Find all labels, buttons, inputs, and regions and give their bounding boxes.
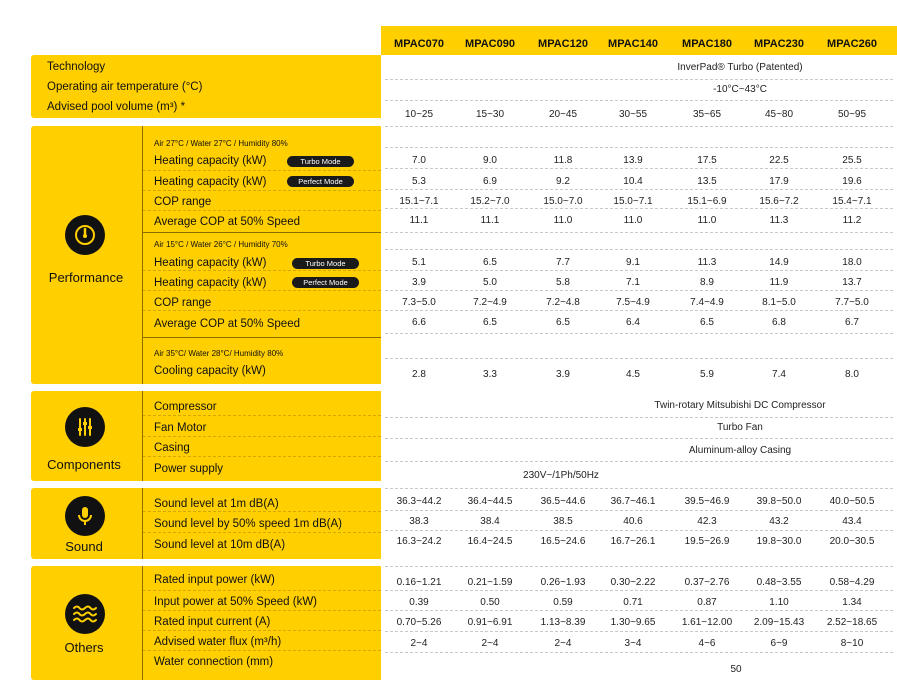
sliders-icon (65, 407, 105, 447)
water-flux-value: 6~9 (770, 638, 788, 649)
cop-range-2-value: 7.4~4.9 (690, 297, 724, 308)
heating-turbo-2-value: 6.5 (483, 257, 497, 268)
cooling-capacity-value: 5.9 (700, 369, 714, 380)
divider (143, 590, 381, 591)
divider (385, 126, 893, 127)
compressor-value: Twin-rotary Mitsubishi DC Compressor (654, 400, 826, 411)
separator (142, 566, 143, 680)
rated-power-value: 0.16~1.21 (396, 577, 442, 588)
divider (143, 270, 381, 271)
cop-label: COP range (154, 196, 212, 208)
divider (385, 530, 893, 531)
avg-cop-label-2: Average COP at 50% Speed (154, 318, 300, 330)
avg-cop-value: 11.1 (480, 215, 500, 226)
heating-turbo-2-value: 14.9 (769, 257, 789, 268)
model-header-mpac140: MPAC140 (608, 38, 658, 50)
heating-perfect-value: 13.5 (697, 176, 717, 187)
sound-10m-value: 16.3~24.2 (396, 536, 442, 547)
rated-power-value: 0.58~4.29 (829, 577, 875, 588)
divider (385, 310, 893, 311)
separator (143, 232, 381, 233)
heating-turbo-value: 9.0 (483, 155, 497, 166)
rated-power-value: 0.37~2.76 (684, 577, 730, 588)
divider (143, 210, 381, 211)
power-50-label: Input power at 50% Speed (kW) (154, 596, 317, 608)
sound-50-value: 38.5 (553, 516, 573, 527)
heating-perfect-label-2: Heating capacity (kW) (154, 277, 267, 289)
rated-current-label: Rated input current (A) (154, 616, 271, 628)
avg-cop-2-value: 6.8 (772, 317, 786, 328)
heating-perfect-value: 10.4 (623, 176, 643, 187)
turbo-mode-badge-2: Turbo Mode (292, 258, 359, 269)
cop-range-value: 15.4~7.1 (832, 196, 872, 207)
divider (143, 415, 381, 416)
condition-3: Air 35°C/ Water 28°C/ Humidity 80% (154, 349, 284, 358)
rated-current-value: 0.91~6.91 (467, 617, 513, 628)
divider (143, 630, 381, 631)
model-header-mpac070: MPAC070 (394, 38, 444, 50)
heating-perfect-2-value: 5.8 (556, 277, 570, 288)
sound-10m-label: Sound level at 10m dB(A) (154, 539, 286, 551)
water-flux-value: 3~4 (624, 638, 642, 649)
rated-power-value: 0.21~1.59 (467, 577, 513, 588)
cooling-capacity-value: 4.5 (626, 369, 640, 380)
rated-current-value: 2.09~15.43 (753, 617, 805, 628)
sound-10m-value: 19.8~30.0 (756, 536, 802, 547)
op-temp-value: -10°C~43°C (713, 84, 767, 95)
sound-50-value: 43.2 (769, 516, 789, 527)
rated-current-value: 1.30~9.65 (610, 617, 656, 628)
sound-10m-value: 20.0~30.5 (829, 536, 875, 547)
cop-range-value: 15.0~7.1 (613, 196, 653, 207)
pool-volume-value: 10~25 (404, 109, 434, 120)
fan-value: Turbo Fan (717, 422, 763, 433)
sound-50-value: 38.3 (409, 516, 429, 527)
cooling-capacity-value: 3.9 (556, 369, 570, 380)
pool-volume-value: 45~80 (764, 109, 794, 120)
rated-current-value: 2.52~18.65 (826, 617, 878, 628)
avg-cop-2-value: 6.6 (412, 317, 426, 328)
heating-perfect-value: 17.9 (769, 176, 789, 187)
rated-power-label: Rated input power (kW) (154, 574, 275, 586)
sound-1m-value: 40.0~50.5 (829, 496, 875, 507)
rated-power-value: 0.48~3.55 (756, 577, 802, 588)
model-header-mpac260: MPAC260 (827, 38, 877, 50)
sound-1m-value: 36.7~46.1 (610, 496, 656, 507)
water-flux-value: 2~4 (410, 638, 428, 649)
divider (143, 610, 381, 611)
heating-turbo-label: Heating capacity (kW) (154, 155, 267, 167)
water-flux-value: 4~6 (698, 638, 716, 649)
cooling-capacity-value: 8.0 (845, 369, 859, 380)
cop-range-value: 15.0~7.0 (543, 196, 583, 207)
heating-turbo-value: 25.5 (842, 155, 862, 166)
op-temp-label: Operating air temperature (°C) (47, 81, 203, 93)
divider (385, 461, 893, 462)
divider (385, 566, 893, 567)
divider (385, 631, 893, 632)
condition-1: Air 27°C / Water 27°C / Humidity 80% (154, 139, 288, 148)
heating-turbo-label-2: Heating capacity (kW) (154, 257, 267, 269)
sound-1m-value: 36.5~44.6 (540, 496, 586, 507)
cop-range-2-value: 7.7~5.0 (835, 297, 869, 308)
components-title: Components (47, 457, 121, 472)
water-flux-value: 2~4 (554, 638, 572, 649)
divider (385, 208, 893, 209)
avg-cop-2-value: 6.5 (700, 317, 714, 328)
divider (385, 232, 893, 233)
avg-cop-value: 11.0 (623, 215, 643, 226)
condition-2: Air 15°C / Water 26°C / Humidity 70% (154, 240, 288, 249)
divider (385, 249, 893, 250)
pool-volume-value: 30~55 (618, 109, 648, 120)
avg-cop-value: 11.0 (553, 215, 573, 226)
water-conn-value: 50 (730, 664, 742, 675)
power-value: 230V~/1Ph/50Hz (523, 470, 599, 481)
sound-50-value: 42.3 (697, 516, 717, 527)
divider (143, 190, 381, 191)
divider (385, 610, 893, 611)
heating-turbo-value: 11.8 (553, 155, 573, 166)
divider (385, 270, 893, 271)
cop-label-2: COP range (154, 297, 212, 309)
heating-turbo-2-value: 11.3 (697, 257, 717, 268)
sound-50-value: 38.4 (480, 516, 500, 527)
avg-cop-value: 11.1 (409, 215, 429, 226)
heating-turbo-2-value: 9.1 (626, 257, 640, 268)
divider (385, 168, 893, 169)
cooling-label: Cooling capacity (kW) (154, 365, 266, 377)
water-conn-label: Water connection (mm) (154, 656, 274, 668)
cop-range-value: 15.1~6.9 (687, 196, 727, 207)
sound-1m-value: 39.5~46.9 (684, 496, 730, 507)
technology-label: Technology (47, 61, 106, 73)
separator (142, 488, 143, 559)
heating-perfect-2-value: 8.9 (700, 277, 714, 288)
divider (385, 333, 893, 334)
divider (385, 417, 893, 418)
water-flux-value: 8~10 (840, 638, 864, 649)
cooling-capacity-value: 3.3 (483, 369, 497, 380)
rated-current-value: 1.13~8.39 (540, 617, 586, 628)
cop-range-2-value: 7.5~4.9 (616, 297, 650, 308)
heating-perfect-value: 5.3 (412, 176, 426, 187)
sound-title: Sound (65, 539, 103, 554)
rated-power-value: 0.30~2.22 (610, 577, 656, 588)
divider (385, 290, 893, 291)
cop-range-2-value: 7.2~4.9 (473, 297, 507, 308)
divider (143, 532, 381, 533)
divider (385, 147, 893, 148)
divider (143, 436, 381, 437)
model-header-mpac230: MPAC230 (754, 38, 804, 50)
heating-perfect-2-value: 7.1 (626, 277, 640, 288)
pool-volume-value: 20~45 (548, 109, 578, 120)
technology-value: InverPad® Turbo (Patented) (677, 62, 803, 73)
divider (385, 79, 893, 80)
heating-perfect-2-value: 3.9 (412, 277, 426, 288)
divider (143, 310, 381, 311)
divider (143, 290, 381, 291)
divider (143, 511, 381, 512)
divider (385, 100, 893, 101)
sound-10m-value: 16.5~24.6 (540, 536, 586, 547)
pool-volume-value: 50~95 (837, 109, 867, 120)
divider (143, 456, 381, 457)
cop-range-value: 15.2~7.0 (470, 196, 510, 207)
avg-cop-2-value: 6.5 (556, 317, 570, 328)
sound-10m-value: 16.7~26.1 (610, 536, 656, 547)
water-flux-label: Advised water flux (m³/h) (154, 636, 282, 648)
pool-volume-value: 35~65 (692, 109, 722, 120)
model-header-mpac120: MPAC120 (538, 38, 588, 50)
heating-turbo-value: 13.9 (623, 155, 643, 166)
divider (385, 438, 893, 439)
sound-1m-value: 36.3~44.2 (396, 496, 442, 507)
sound-1m-value: 39.8~50.0 (756, 496, 802, 507)
heating-perfect-label: Heating capacity (kW) (154, 176, 267, 188)
avg-cop-2-value: 6.4 (626, 317, 640, 328)
casing-value: Aluminum-alloy Casing (688, 445, 792, 456)
power-50-value: 0.71 (623, 597, 643, 608)
separator (143, 337, 381, 338)
cop-range-2-value: 8.1~5.0 (762, 297, 796, 308)
performance-title: Performance (48, 270, 124, 285)
divider (385, 189, 893, 190)
divider (385, 488, 893, 489)
sound-10m-value: 16.4~24.5 (467, 536, 513, 547)
avg-cop-2-value: 6.5 (483, 317, 497, 328)
heating-turbo-2-value: 18.0 (842, 257, 862, 268)
divider (385, 510, 893, 511)
power-50-value: 1.10 (769, 597, 789, 608)
power-50-value: 1.34 (842, 597, 862, 608)
power-label: Power supply (154, 463, 224, 475)
heating-turbo-2-value: 7.7 (556, 257, 570, 268)
heating-turbo-2-value: 5.1 (412, 257, 426, 268)
perfect-mode-badge-2: Perfect Mode (292, 277, 359, 288)
rated-power-value: 0.26~1.93 (540, 577, 586, 588)
turbo-mode-badge: Turbo Mode (287, 156, 354, 167)
power-50-value: 0.87 (697, 597, 717, 608)
sound-50-label: Sound level by 50% speed 1m dB(A) (154, 518, 342, 530)
perfect-mode-badge: Perfect Mode (287, 176, 354, 187)
water-flux-value: 2~4 (481, 638, 499, 649)
sound-1m-label: Sound level at 1m dB(A) (154, 498, 279, 510)
power-50-value: 0.39 (409, 597, 429, 608)
pool-label: Advised pool volume (m³) * (47, 101, 186, 113)
power-50-value: 0.59 (553, 597, 573, 608)
others-title: Others (64, 640, 104, 655)
avg-cop-value: 11.2 (842, 215, 862, 226)
heating-perfect-2-value: 11.9 (769, 277, 789, 288)
pool-volume-value: 15~30 (475, 109, 505, 120)
cop-range-value: 15.6~7.2 (759, 196, 799, 207)
cooling-capacity-value: 7.4 (772, 369, 786, 380)
sound-1m-value: 36.4~44.5 (467, 496, 513, 507)
sound-10m-value: 19.5~26.9 (684, 536, 730, 547)
gauge-icon (65, 215, 105, 255)
heating-perfect-2-value: 5.0 (483, 277, 497, 288)
divider (143, 650, 381, 651)
power-50-value: 0.50 (480, 597, 500, 608)
casing-label: Casing (154, 442, 190, 454)
heating-turbo-value: 7.0 (412, 155, 426, 166)
avg-cop-label: Average COP at 50% Speed (154, 216, 300, 228)
heating-perfect-value: 9.2 (556, 176, 570, 187)
sound-50-value: 40.6 (623, 516, 643, 527)
heating-turbo-value: 22.5 (769, 155, 789, 166)
avg-cop-2-value: 6.7 (845, 317, 859, 328)
compressor-label: Compressor (154, 401, 217, 413)
microphone-icon (65, 496, 105, 536)
rated-current-value: 1.61~12.00 (681, 617, 733, 628)
heating-turbo-value: 17.5 (697, 155, 717, 166)
cop-range-2-value: 7.2~4.8 (546, 297, 580, 308)
heating-perfect-2-value: 13.7 (842, 277, 862, 288)
fan-label: Fan Motor (154, 422, 207, 434)
divider (385, 358, 893, 359)
separator (142, 126, 143, 384)
divider (143, 170, 381, 171)
avg-cop-value: 11.3 (769, 215, 789, 226)
waves-icon (65, 594, 105, 634)
model-header-mpac090: MPAC090 (465, 38, 515, 50)
avg-cop-value: 11.0 (697, 215, 717, 226)
heating-perfect-value: 6.9 (483, 176, 497, 187)
heating-perfect-value: 19.6 (842, 176, 862, 187)
cooling-capacity-value: 2.8 (412, 369, 426, 380)
divider (385, 652, 893, 653)
cop-range-2-value: 7.3~5.0 (402, 297, 436, 308)
rated-current-value: 0.70~5.26 (396, 617, 442, 628)
sound-50-value: 43.4 (842, 516, 862, 527)
cop-range-value: 15.1~7.1 (399, 196, 439, 207)
divider (385, 590, 893, 591)
model-header-mpac180: MPAC180 (682, 38, 732, 50)
